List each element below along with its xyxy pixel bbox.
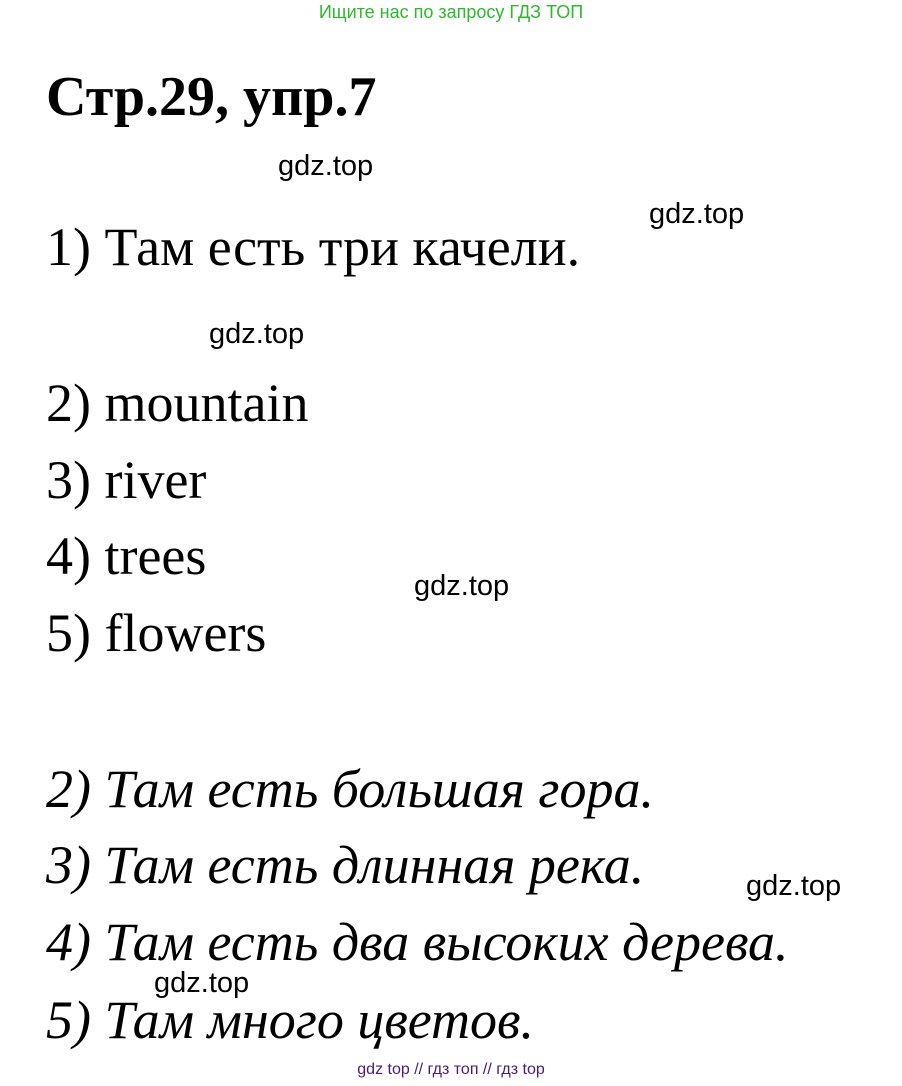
translation-line-2: 2) Там есть большая гора. bbox=[46, 759, 654, 819]
answer-line-1: 1) Там есть три качели. bbox=[46, 217, 581, 277]
answer-line-3: 3) river bbox=[46, 450, 207, 510]
watermark: gdz.top bbox=[154, 967, 250, 999]
page-title: Стр.29, упр.7 bbox=[46, 66, 377, 128]
answer-line-4: 4) trees bbox=[46, 526, 207, 586]
translation-line-5: 5) Там много цветов. bbox=[46, 990, 534, 1050]
translation-line-4: 4) Там есть два высоких дерева. bbox=[46, 912, 789, 972]
watermark: gdz.top bbox=[746, 870, 842, 902]
answer-line-5: 5) flowers bbox=[46, 603, 267, 663]
watermark: gdz.top bbox=[209, 318, 305, 350]
translation-line-3: 3) Там есть длинная река. bbox=[46, 835, 645, 895]
footer-watermark: gdz top // гдз топ // гдз top bbox=[357, 1061, 545, 1078]
search-banner: Ищите нас по запросу ГДЗ ТОП bbox=[318, 2, 584, 22]
watermark: gdz.top bbox=[414, 570, 510, 602]
watermark: gdz.top bbox=[649, 198, 745, 230]
answer-line-2: 2) mountain bbox=[46, 373, 309, 433]
watermark: gdz.top bbox=[278, 150, 374, 182]
